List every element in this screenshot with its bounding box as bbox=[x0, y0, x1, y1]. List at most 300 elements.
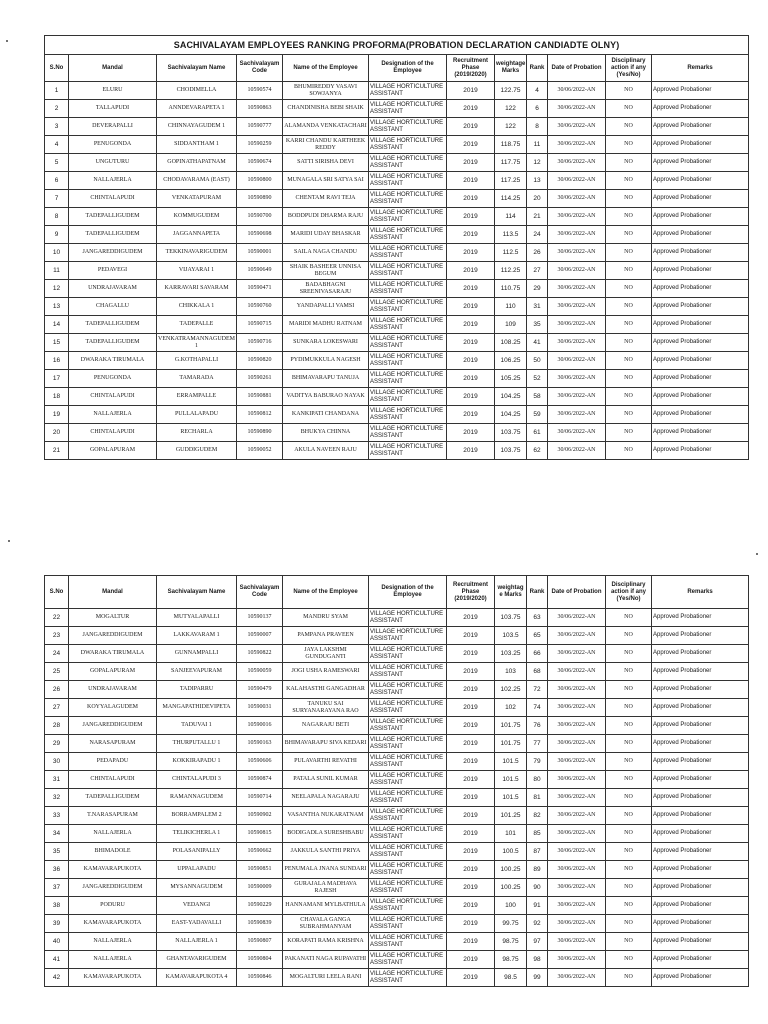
cell-recruitment-phase: 2019 bbox=[447, 663, 495, 681]
cell-weightage-marks: 103.75 bbox=[495, 424, 527, 442]
cell-sachivalayam-code: 10590007 bbox=[237, 627, 283, 645]
cell-date-of-probation: 30/06/2022-AN bbox=[548, 969, 606, 987]
cell-sachivalayam-name: VENKATAPURAM bbox=[157, 190, 237, 208]
cell-sno: 16 bbox=[45, 352, 69, 370]
scan-dot bbox=[756, 553, 758, 555]
cell-disciplinary-action: NO bbox=[606, 789, 652, 807]
cell-sachivalayam-name: RECHARLA bbox=[157, 424, 237, 442]
cell-designation: VILLAGE HORTICULTURE ASSISTANT bbox=[369, 609, 447, 627]
header-employee-name: Name of the Employee bbox=[283, 55, 369, 82]
cell-sachivalayam-name: TELIKICHERLA 1 bbox=[157, 825, 237, 843]
cell-weightage-marks: 100.25 bbox=[495, 879, 527, 897]
table-row bbox=[45, 681, 749, 699]
ranking-table bbox=[44, 575, 749, 987]
cell-designation: VILLAGE HORTICULTURE ASSISTANT bbox=[369, 136, 447, 154]
cell-remarks: Approved Probationer bbox=[652, 771, 749, 789]
cell-sachivalayam-code: 10590822 bbox=[237, 645, 283, 663]
table-row bbox=[45, 843, 749, 861]
cell-disciplinary-action: NO bbox=[606, 244, 652, 262]
cell-sno: 42 bbox=[45, 969, 69, 987]
cell-date-of-probation: 30/06/2022-AN bbox=[548, 100, 606, 118]
cell-disciplinary-action: NO bbox=[606, 681, 652, 699]
cell-sachivalayam-name: TEKKINAVARIGUDEM bbox=[157, 244, 237, 262]
ranking-sheet-page-1 bbox=[44, 35, 748, 460]
cell-sachivalayam-code: 10590163 bbox=[237, 735, 283, 753]
cell-employee-name: JOGI USHA RAMESWARI bbox=[283, 663, 369, 681]
cell-remarks: Approved Probationer bbox=[652, 951, 749, 969]
table-row bbox=[45, 388, 749, 406]
cell-weightage-marks: 122.75 bbox=[495, 82, 527, 100]
cell-sachivalayam-name: CHINNAYAGUDEM 1 bbox=[157, 118, 237, 136]
cell-rank: 24 bbox=[527, 226, 548, 244]
cell-mandal: CHINTALAPUDI bbox=[69, 190, 157, 208]
cell-mandal: PEDAVEGI bbox=[69, 262, 157, 280]
cell-employee-name: KARRI CHANDU KARTHEEK REDDY bbox=[283, 136, 369, 154]
cell-designation: VILLAGE HORTICULTURE ASSISTANT bbox=[369, 861, 447, 879]
cell-date-of-probation: 30/06/2022-AN bbox=[548, 154, 606, 172]
cell-recruitment-phase: 2019 bbox=[447, 771, 495, 789]
cell-rank: 74 bbox=[527, 699, 548, 717]
cell-sno: 36 bbox=[45, 861, 69, 879]
cell-date-of-probation: 30/06/2022-AN bbox=[548, 699, 606, 717]
table-row bbox=[45, 208, 749, 226]
cell-employee-name: NAGARAJU BETI bbox=[283, 717, 369, 735]
cell-rank: 81 bbox=[527, 789, 548, 807]
cell-mandal: KAMAVARAPUKOTA bbox=[69, 969, 157, 987]
cell-designation: VILLAGE HORTICULTURE ASSISTANT bbox=[369, 388, 447, 406]
cell-date-of-probation: 30/06/2022-AN bbox=[548, 681, 606, 699]
cell-sachivalayam-name: THURPUTALLU 1 bbox=[157, 735, 237, 753]
cell-weightage-marks: 104.25 bbox=[495, 406, 527, 424]
cell-sno: 22 bbox=[45, 609, 69, 627]
table-row bbox=[45, 154, 749, 172]
cell-sachivalayam-code: 10590649 bbox=[237, 262, 283, 280]
table-row bbox=[45, 424, 749, 442]
table-row bbox=[45, 699, 749, 717]
cell-sachivalayam-code: 10590820 bbox=[237, 352, 283, 370]
cell-weightage-marks: 110.75 bbox=[495, 280, 527, 298]
cell-date-of-probation: 30/06/2022-AN bbox=[548, 424, 606, 442]
cell-employee-name: MARIDI UDAY BHASKAR bbox=[283, 226, 369, 244]
table-body bbox=[45, 609, 749, 987]
cell-date-of-probation: 30/06/2022-AN bbox=[548, 807, 606, 825]
cell-remarks: Approved Probationer bbox=[652, 609, 749, 627]
table-row bbox=[45, 807, 749, 825]
cell-designation: VILLAGE HORTICULTURE ASSISTANT bbox=[369, 154, 447, 172]
header-mandal: Mandal bbox=[69, 576, 157, 609]
cell-recruitment-phase: 2019 bbox=[447, 118, 495, 136]
cell-sno: 27 bbox=[45, 699, 69, 717]
cell-sachivalayam-code: 10590052 bbox=[237, 442, 283, 460]
cell-disciplinary-action: NO bbox=[606, 663, 652, 681]
table-row bbox=[45, 172, 749, 190]
cell-mandal: CHINTALAPUDI bbox=[69, 388, 157, 406]
cell-sno: 13 bbox=[45, 298, 69, 316]
cell-mandal: MOGALTUR bbox=[69, 609, 157, 627]
header-mandal: Mandal bbox=[69, 55, 157, 82]
cell-sno: 3 bbox=[45, 118, 69, 136]
header-recruitment-phase: Recruitment Phase (2019/2020) bbox=[447, 576, 495, 609]
cell-employee-name: JAKKULA SANTHI PRIYA bbox=[283, 843, 369, 861]
cell-employee-name: BADABHAGNI SREENIVASARAJU bbox=[283, 280, 369, 298]
cell-employee-name: BHIMAVARAPU SIVA KEDARI bbox=[283, 735, 369, 753]
cell-mandal: UNDRAJAVARAM bbox=[69, 681, 157, 699]
cell-designation: VILLAGE HORTICULTURE ASSISTANT bbox=[369, 262, 447, 280]
cell-mandal: DEVERAPALLI bbox=[69, 118, 157, 136]
cell-designation: VILLAGE HORTICULTURE ASSISTANT bbox=[369, 843, 447, 861]
cell-date-of-probation: 30/06/2022-AN bbox=[548, 442, 606, 460]
cell-recruitment-phase: 2019 bbox=[447, 861, 495, 879]
header-row bbox=[45, 55, 749, 82]
cell-date-of-probation: 30/06/2022-AN bbox=[548, 879, 606, 897]
cell-employee-name: PULAVARTHI REVATHI bbox=[283, 753, 369, 771]
cell-sachivalayam-code: 10590760 bbox=[237, 298, 283, 316]
header-remarks: Remarks bbox=[652, 55, 749, 82]
cell-disciplinary-action: NO bbox=[606, 352, 652, 370]
cell-sachivalayam-code: 10590229 bbox=[237, 897, 283, 915]
cell-mandal: KAMAVARAPUKOTA bbox=[69, 915, 157, 933]
cell-weightage-marks: 105.25 bbox=[495, 370, 527, 388]
cell-weightage-marks: 102 bbox=[495, 699, 527, 717]
cell-rank: 26 bbox=[527, 244, 548, 262]
cell-sachivalayam-code: 10590714 bbox=[237, 789, 283, 807]
cell-designation: VILLAGE HORTICULTURE ASSISTANT bbox=[369, 699, 447, 717]
cell-weightage-marks: 103.75 bbox=[495, 609, 527, 627]
cell-rank: 35 bbox=[527, 316, 548, 334]
cell-recruitment-phase: 2019 bbox=[447, 424, 495, 442]
cell-sno: 18 bbox=[45, 388, 69, 406]
cell-remarks: Approved Probationer bbox=[652, 208, 749, 226]
cell-designation: VILLAGE HORTICULTURE ASSISTANT bbox=[369, 627, 447, 645]
cell-disciplinary-action: NO bbox=[606, 951, 652, 969]
cell-remarks: Approved Probationer bbox=[652, 262, 749, 280]
cell-rank: 66 bbox=[527, 645, 548, 663]
cell-date-of-probation: 30/06/2022-AN bbox=[548, 789, 606, 807]
cell-sachivalayam-code: 10590863 bbox=[237, 100, 283, 118]
cell-weightage-marks: 122 bbox=[495, 118, 527, 136]
cell-mandal: TADEPALLIGUDEM bbox=[69, 208, 157, 226]
cell-date-of-probation: 30/06/2022-AN bbox=[548, 244, 606, 262]
cell-disciplinary-action: NO bbox=[606, 226, 652, 244]
table-row bbox=[45, 334, 749, 352]
cell-sachivalayam-name: VIJAYARAI 1 bbox=[157, 262, 237, 280]
cell-disciplinary-action: NO bbox=[606, 933, 652, 951]
cell-disciplinary-action: NO bbox=[606, 753, 652, 771]
cell-rank: 12 bbox=[527, 154, 548, 172]
cell-sachivalayam-code: 10590902 bbox=[237, 807, 283, 825]
cell-remarks: Approved Probationer bbox=[652, 861, 749, 879]
cell-date-of-probation: 30/06/2022-AN bbox=[548, 406, 606, 424]
cell-mandal: CHAGALLU bbox=[69, 298, 157, 316]
table-row bbox=[45, 663, 749, 681]
cell-sachivalayam-code: 10590606 bbox=[237, 753, 283, 771]
table-body bbox=[45, 82, 749, 460]
cell-sachivalayam-name: MANGAPATHIDEVIPETA bbox=[157, 699, 237, 717]
document-title: SACHIVALAYAM EMPLOYEES RANKING PROFORMA(PROBATION DECLARATION CANDIADTE OLNY) bbox=[45, 36, 749, 55]
cell-designation: VILLAGE HORTICULTURE ASSISTANT bbox=[369, 753, 447, 771]
table-row bbox=[45, 825, 749, 843]
cell-recruitment-phase: 2019 bbox=[447, 915, 495, 933]
cell-weightage-marks: 112.5 bbox=[495, 244, 527, 262]
cell-sachivalayam-code: 10590804 bbox=[237, 951, 283, 969]
cell-mandal: CHINTALAPUDI bbox=[69, 771, 157, 789]
cell-weightage-marks: 100.5 bbox=[495, 843, 527, 861]
cell-disciplinary-action: NO bbox=[606, 118, 652, 136]
table-row bbox=[45, 915, 749, 933]
cell-sno: 4 bbox=[45, 136, 69, 154]
cell-sachivalayam-name: GOPINATHAPATNAM bbox=[157, 154, 237, 172]
cell-weightage-marks: 118.75 bbox=[495, 136, 527, 154]
cell-sachivalayam-name: G.KOTHAPALLI bbox=[157, 352, 237, 370]
cell-mandal: DWARAKA TIRUMALA bbox=[69, 645, 157, 663]
cell-mandal: PODURU bbox=[69, 897, 157, 915]
cell-sno: 21 bbox=[45, 442, 69, 460]
cell-sachivalayam-name: GUDDIGUDEM bbox=[157, 442, 237, 460]
cell-weightage-marks: 114.25 bbox=[495, 190, 527, 208]
cell-remarks: Approved Probationer bbox=[652, 136, 749, 154]
cell-sachivalayam-code: 10590001 bbox=[237, 244, 283, 262]
cell-mandal: NALLAJERLA bbox=[69, 406, 157, 424]
cell-rank: 21 bbox=[527, 208, 548, 226]
cell-sno: 41 bbox=[45, 951, 69, 969]
table-row bbox=[45, 609, 749, 627]
cell-sachivalayam-code: 10590881 bbox=[237, 388, 283, 406]
cell-mandal: TADEPALLIGUDEM bbox=[69, 334, 157, 352]
cell-rank: 82 bbox=[527, 807, 548, 825]
cell-date-of-probation: 30/06/2022-AN bbox=[548, 609, 606, 627]
cell-employee-name: CHENTAM RAVI TEJA bbox=[283, 190, 369, 208]
cell-sachivalayam-code: 10590890 bbox=[237, 190, 283, 208]
cell-sno: 28 bbox=[45, 717, 69, 735]
cell-employee-name: MOGALTURI LEELA RANI bbox=[283, 969, 369, 987]
cell-designation: VILLAGE HORTICULTURE ASSISTANT bbox=[369, 280, 447, 298]
cell-designation: VILLAGE HORTICULTURE ASSISTANT bbox=[369, 969, 447, 987]
cell-mandal: NALLAJERLA bbox=[69, 933, 157, 951]
cell-designation: VILLAGE HORTICULTURE ASSISTANT bbox=[369, 645, 447, 663]
cell-employee-name: BODIGADLA SURESHBABU bbox=[283, 825, 369, 843]
cell-sno: 33 bbox=[45, 807, 69, 825]
cell-remarks: Approved Probationer bbox=[652, 424, 749, 442]
cell-recruitment-phase: 2019 bbox=[447, 154, 495, 172]
cell-mandal: CHINTALAPUDI bbox=[69, 424, 157, 442]
table-row bbox=[45, 136, 749, 154]
cell-sachivalayam-name: KARRAVARI SAVARAM bbox=[157, 280, 237, 298]
cell-rank: 80 bbox=[527, 771, 548, 789]
header-employee-name: Name of the Employee bbox=[283, 576, 369, 609]
cell-weightage-marks: 101 bbox=[495, 825, 527, 843]
cell-rank: 97 bbox=[527, 933, 548, 951]
table-row bbox=[45, 262, 749, 280]
header-weightage-marks: weightag e Marks bbox=[495, 576, 527, 609]
cell-sno: 2 bbox=[45, 100, 69, 118]
cell-rank: 90 bbox=[527, 879, 548, 897]
cell-disciplinary-action: NO bbox=[606, 627, 652, 645]
cell-weightage-marks: 108.25 bbox=[495, 334, 527, 352]
cell-date-of-probation: 30/06/2022-AN bbox=[548, 663, 606, 681]
cell-recruitment-phase: 2019 bbox=[447, 951, 495, 969]
cell-designation: VILLAGE HORTICULTURE ASSISTANT bbox=[369, 789, 447, 807]
cell-sno: 26 bbox=[45, 681, 69, 699]
cell-recruitment-phase: 2019 bbox=[447, 370, 495, 388]
cell-recruitment-phase: 2019 bbox=[447, 100, 495, 118]
cell-recruitment-phase: 2019 bbox=[447, 717, 495, 735]
ranking-sheet-page-2 bbox=[44, 575, 748, 987]
header-sachivalayam-code: Sachivalayam Code bbox=[237, 576, 283, 609]
header-designation: Designation of the Employee bbox=[369, 55, 447, 82]
cell-sno: 38 bbox=[45, 897, 69, 915]
cell-weightage-marks: 113.5 bbox=[495, 226, 527, 244]
cell-remarks: Approved Probationer bbox=[652, 298, 749, 316]
cell-sachivalayam-name: GHANTAVARIGUDEM bbox=[157, 951, 237, 969]
cell-designation: VILLAGE HORTICULTURE ASSISTANT bbox=[369, 771, 447, 789]
cell-mandal: NALLAJERLA bbox=[69, 951, 157, 969]
cell-remarks: Approved Probationer bbox=[652, 825, 749, 843]
cell-employee-name: MANDRU SYAM bbox=[283, 609, 369, 627]
cell-weightage-marks: 110 bbox=[495, 298, 527, 316]
table-row bbox=[45, 861, 749, 879]
cell-date-of-probation: 30/06/2022-AN bbox=[548, 645, 606, 663]
cell-remarks: Approved Probationer bbox=[652, 753, 749, 771]
cell-sachivalayam-code: 10590574 bbox=[237, 82, 283, 100]
cell-disciplinary-action: NO bbox=[606, 424, 652, 442]
cell-mandal: NALLAJERLA bbox=[69, 825, 157, 843]
cell-designation: VILLAGE HORTICULTURE ASSISTANT bbox=[369, 424, 447, 442]
cell-sachivalayam-name: PULLALAPADU bbox=[157, 406, 237, 424]
cell-sachivalayam-name: EAST-YADAVALLI bbox=[157, 915, 237, 933]
cell-employee-name: BHUKYA CHINNA bbox=[283, 424, 369, 442]
cell-sno: 8 bbox=[45, 208, 69, 226]
cell-employee-name: BHUMIREDDY VASAVI SOWJANYA bbox=[283, 82, 369, 100]
cell-mandal: PENUGONDA bbox=[69, 370, 157, 388]
cell-sno: 23 bbox=[45, 627, 69, 645]
cell-disciplinary-action: NO bbox=[606, 298, 652, 316]
cell-sno: 11 bbox=[45, 262, 69, 280]
cell-designation: VILLAGE HORTICULTURE ASSISTANT bbox=[369, 807, 447, 825]
cell-sachivalayam-code: 10590716 bbox=[237, 334, 283, 352]
cell-disciplinary-action: NO bbox=[606, 717, 652, 735]
cell-weightage-marks: 117.75 bbox=[495, 154, 527, 172]
cell-sachivalayam-name: UPPALAPADU bbox=[157, 861, 237, 879]
cell-weightage-marks: 101.25 bbox=[495, 807, 527, 825]
table-row bbox=[45, 789, 749, 807]
cell-date-of-probation: 30/06/2022-AN bbox=[548, 208, 606, 226]
cell-remarks: Approved Probationer bbox=[652, 406, 749, 424]
cell-recruitment-phase: 2019 bbox=[447, 609, 495, 627]
cell-date-of-probation: 30/06/2022-AN bbox=[548, 172, 606, 190]
cell-sachivalayam-name: KOKKIRAPADU 1 bbox=[157, 753, 237, 771]
table-row bbox=[45, 627, 749, 645]
cell-remarks: Approved Probationer bbox=[652, 627, 749, 645]
cell-sno: 19 bbox=[45, 406, 69, 424]
cell-weightage-marks: 100 bbox=[495, 897, 527, 915]
cell-rank: 27 bbox=[527, 262, 548, 280]
cell-weightage-marks: 102.25 bbox=[495, 681, 527, 699]
cell-sno: 12 bbox=[45, 280, 69, 298]
table-row bbox=[45, 316, 749, 334]
cell-sachivalayam-code: 10590715 bbox=[237, 316, 283, 334]
cell-weightage-marks: 101.5 bbox=[495, 789, 527, 807]
cell-mandal: PEDAPADU bbox=[69, 753, 157, 771]
cell-employee-name: KANKIPATI CHANDANA bbox=[283, 406, 369, 424]
cell-employee-name: SAILA NAGA CHANDU bbox=[283, 244, 369, 262]
cell-sachivalayam-name: SANJEEVAPURAM bbox=[157, 663, 237, 681]
cell-sachivalayam-code: 10590662 bbox=[237, 843, 283, 861]
cell-rank: 13 bbox=[527, 172, 548, 190]
header-recruitment-phase: Recruitment Phase (2019/2020) bbox=[447, 55, 495, 82]
table-row bbox=[45, 370, 749, 388]
header-weightage-marks: weightage Marks bbox=[495, 55, 527, 82]
cell-sachivalayam-name: MUTYALAPALLI bbox=[157, 609, 237, 627]
cell-mandal: PENUGONDA bbox=[69, 136, 157, 154]
cell-disciplinary-action: NO bbox=[606, 190, 652, 208]
cell-designation: VILLAGE HORTICULTURE ASSISTANT bbox=[369, 298, 447, 316]
cell-sno: 10 bbox=[45, 244, 69, 262]
cell-sachivalayam-code: 10590009 bbox=[237, 879, 283, 897]
cell-remarks: Approved Probationer bbox=[652, 645, 749, 663]
table-row bbox=[45, 771, 749, 789]
cell-sachivalayam-name: POLASANIPALLY bbox=[157, 843, 237, 861]
table-row bbox=[45, 879, 749, 897]
header-rank: Rank bbox=[527, 576, 548, 609]
cell-remarks: Approved Probationer bbox=[652, 969, 749, 987]
cell-date-of-probation: 30/06/2022-AN bbox=[548, 316, 606, 334]
cell-designation: VILLAGE HORTICULTURE ASSISTANT bbox=[369, 316, 447, 334]
cell-recruitment-phase: 2019 bbox=[447, 388, 495, 406]
cell-employee-name: KORAPATI RAMA KRISHNA bbox=[283, 933, 369, 951]
cell-disciplinary-action: NO bbox=[606, 154, 652, 172]
cell-rank: 4 bbox=[527, 82, 548, 100]
cell-recruitment-phase: 2019 bbox=[447, 82, 495, 100]
cell-employee-name: NEELAPALA NAGARAJU bbox=[283, 789, 369, 807]
cell-date-of-probation: 30/06/2022-AN bbox=[548, 897, 606, 915]
cell-date-of-probation: 30/06/2022-AN bbox=[548, 262, 606, 280]
cell-rank: 29 bbox=[527, 280, 548, 298]
cell-designation: VILLAGE HORTICULTURE ASSISTANT bbox=[369, 717, 447, 735]
cell-employee-name: KALAHASTHI GANGADHAR bbox=[283, 681, 369, 699]
cell-employee-name: BHIMAVARAPU TANUJA bbox=[283, 370, 369, 388]
cell-sachivalayam-name: KAMAVARAPUKOTA 4 bbox=[157, 969, 237, 987]
cell-remarks: Approved Probationer bbox=[652, 100, 749, 118]
cell-mandal: TADEPALLIGUDEM bbox=[69, 316, 157, 334]
cell-remarks: Approved Probationer bbox=[652, 370, 749, 388]
header-sno: S.No bbox=[45, 576, 69, 609]
cell-date-of-probation: 30/06/2022-AN bbox=[548, 370, 606, 388]
cell-rank: 31 bbox=[527, 298, 548, 316]
cell-sno: 6 bbox=[45, 172, 69, 190]
cell-weightage-marks: 100.25 bbox=[495, 861, 527, 879]
cell-rank: 11 bbox=[527, 136, 548, 154]
cell-date-of-probation: 30/06/2022-AN bbox=[548, 298, 606, 316]
cell-recruitment-phase: 2019 bbox=[447, 298, 495, 316]
cell-sno: 39 bbox=[45, 915, 69, 933]
cell-sachivalayam-code: 10590890 bbox=[237, 424, 283, 442]
table-row bbox=[45, 442, 749, 460]
cell-date-of-probation: 30/06/2022-AN bbox=[548, 226, 606, 244]
cell-sachivalayam-name: CHODAVARAMA (EAST) bbox=[157, 172, 237, 190]
cell-rank: 61 bbox=[527, 424, 548, 442]
cell-sachivalayam-name: MYSANNAGUDEM bbox=[157, 879, 237, 897]
cell-employee-name: GURAJALA MADHAVA RAJESH bbox=[283, 879, 369, 897]
cell-rank: 91 bbox=[527, 897, 548, 915]
table-row bbox=[45, 352, 749, 370]
cell-recruitment-phase: 2019 bbox=[447, 753, 495, 771]
cell-recruitment-phase: 2019 bbox=[447, 879, 495, 897]
cell-employee-name: PAMPANA PRAVEEN bbox=[283, 627, 369, 645]
cell-employee-name: MARIDI MADHU RATNAM bbox=[283, 316, 369, 334]
cell-remarks: Approved Probationer bbox=[652, 843, 749, 861]
cell-weightage-marks: 103 bbox=[495, 663, 527, 681]
table-row bbox=[45, 406, 749, 424]
